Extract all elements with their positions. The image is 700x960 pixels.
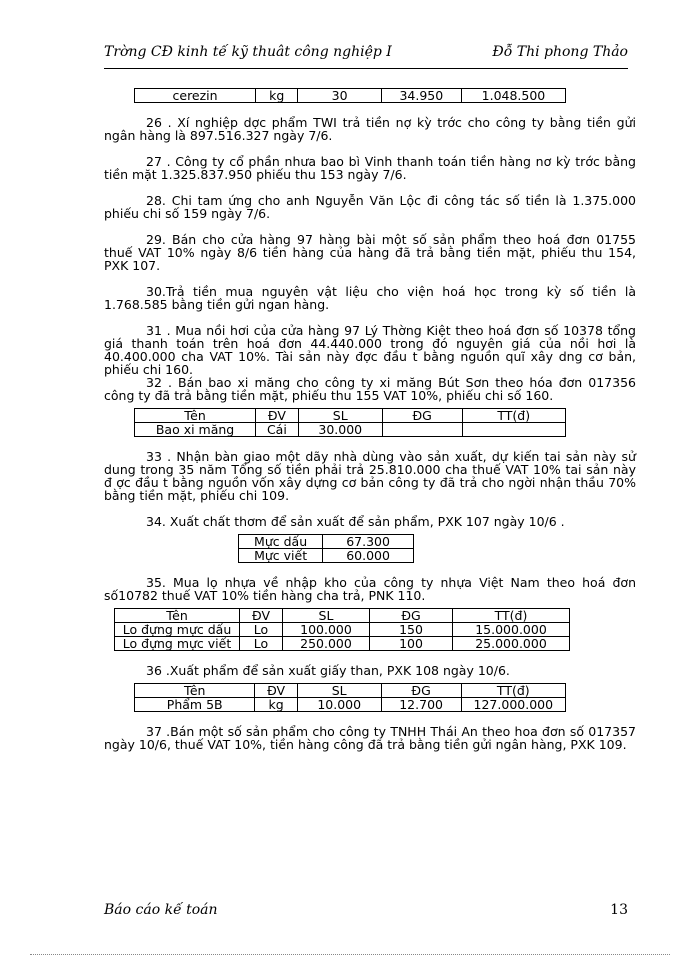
table-cell: 30: [298, 89, 381, 103]
column-header: ĐV: [240, 609, 283, 623]
column-header: ĐG: [382, 409, 462, 423]
table-35: [114, 608, 570, 651]
table-cell: 12.700: [381, 698, 461, 712]
table-header-row: [135, 409, 566, 423]
paragraph-26: 26 . Xí nghiệp dợc phẩm TWI trả tiền nợ kỳ trớc cho công ty bằng tiền gửi ngân hàng là 897.516.327 ngày 7/6.: [104, 115, 636, 143]
table-cell: 250.000: [283, 637, 370, 651]
table-cell: 10.000: [297, 698, 381, 712]
table-row: [115, 637, 570, 651]
table-cell: 100.000: [283, 623, 370, 637]
table-cell: Mực viết: [239, 549, 323, 563]
page-header: [104, 44, 628, 66]
paragraph-33: 33 . Nhận bàn giao một dãy nhà dùng vào sản xuất, dự kiến tai sản này sử dung trong 35 năm Tổng số tiền phải trả 25.810.000 cha thuế VAT 10% tai sản này đ ợc đầu t bằng nguồn vốn xây dựng cơ bản công ty đã trả cho ngời nhận thầu 70% bằng tiền mặt, phiếu chi 109.: [104, 449, 636, 503]
table-cell: 60.000: [323, 549, 414, 563]
table-header-row: [115, 609, 570, 623]
paragraph-32: 32 . Bán bao xi măng cho công ty xi măng Bút Sơn theo hóa đơn 017356 công ty đã trả bằng tiền mặt, phiếu thu 155 VAT 10%, phiếu chi số 160.: [104, 375, 636, 403]
table-cell: Lo: [240, 637, 283, 651]
table-cell: Lo đựng mực viết: [115, 637, 240, 651]
table-row: [239, 535, 414, 549]
document-body: [104, 88, 636, 751]
column-header: Tên: [135, 684, 255, 698]
column-header: ĐG: [370, 609, 453, 623]
header-rule: [104, 68, 628, 69]
paragraph-36: 36 .Xuất phẩm để sản xuất giấy than, PXK 108 ngày 10/6.: [146, 663, 510, 678]
table-cell: cerezin: [135, 89, 256, 103]
column-header: Tên: [115, 609, 240, 623]
table-cell: 34.950: [381, 89, 461, 103]
paragraph-29: 29. Bán cho cửa hàng 97 hàng bài một số sản phẩm theo hoá đơn 01755 thuế VAT 10% ngày 8/6 tiền hàng của hàng đã trả bằng tiền mặt, phiếu thu 154, PXK 107.: [104, 232, 636, 273]
footer-rule: [30, 954, 670, 955]
table-cell: [462, 423, 565, 437]
table-36: [134, 683, 566, 712]
column-header: Tên: [135, 409, 256, 423]
table-34: [238, 534, 414, 563]
column-header: TT(đ): [461, 684, 565, 698]
table-cell: 30.000: [298, 423, 382, 437]
column-header: ĐG: [381, 684, 461, 698]
table-32: [134, 408, 566, 437]
table-row: [135, 89, 566, 103]
column-header: SL: [283, 609, 370, 623]
paragraph-35: 35. Mua lọ nhựa về nhập kho của công ty nhựa Việt Nam theo hoá đơn số10782 thuế VAT 10% tiền hàng cha trả, PNK 110.: [104, 575, 636, 603]
paragraph-37: 37 .Bán một số sản phẩm cho công ty TNHH Thái An theo hoa đơn số 017357 ngày 10/6, thuế VAT 10%, tiền hàng công đã trả bằng tiền gửi ngân hàng, PXK 109.: [104, 724, 636, 752]
table-cell: Cái: [256, 423, 299, 437]
table-cell: Mực dấu: [239, 535, 323, 549]
table-row: [115, 623, 570, 637]
table-cell: kg: [256, 89, 298, 103]
paragraph-28: 28. Chi tam ứng cho anh Nguyễn Văn Lộc đi công tác số tiền là 1.375.000 phiếu chi số 159 ngày 7/6.: [104, 193, 636, 221]
table-cell: 67.300: [323, 535, 414, 549]
table-cell: [382, 423, 462, 437]
page-number: 13: [610, 902, 628, 918]
paragraph-30: 30.Trả tiền mua nguyên vật liệu cho viện hoá học trong kỳ số tiền là 1.768.585 bằng tiền gửi ngan hàng.: [104, 284, 636, 312]
column-header: TT(đ): [462, 409, 565, 423]
table-cell: 127.000.000: [461, 698, 565, 712]
header-author: Đỗ Thi phong Thảo: [492, 44, 628, 60]
table-cell: 100: [370, 637, 453, 651]
table-cell: 1.048.500: [461, 89, 565, 103]
table-cell: kg: [255, 698, 297, 712]
table-cell: 25.000.000: [453, 637, 570, 651]
table-cell: Bao xi măng: [135, 423, 256, 437]
column-header: ĐV: [256, 409, 299, 423]
header-school: Trờng CĐ kinh tế kỹ thuât công nghiệp I: [104, 44, 392, 60]
table-row: [135, 423, 566, 437]
footer-title: Báo cáo kế toán: [104, 902, 218, 918]
table-row: [135, 698, 566, 712]
table-header-row: [135, 684, 566, 698]
table-cell: Lo: [240, 623, 283, 637]
column-header: ĐV: [255, 684, 297, 698]
table-top: [134, 88, 566, 103]
table-cell: 15.000.000: [453, 623, 570, 637]
column-header: SL: [298, 409, 382, 423]
paragraph-27: 27 . Công ty cổ phần nhưa bao bì Vinh thanh toán tiền hàng nơ kỳ trớc bằng tiền mặt 1.325.837.950 phiếu thu 153 ngày 7/6.: [104, 154, 636, 182]
table-cell: Phẩm 5B: [135, 698, 255, 712]
column-header: TT(đ): [453, 609, 570, 623]
column-header: SL: [297, 684, 381, 698]
table-cell: Lo đựng mực dấu: [115, 623, 240, 637]
paragraph-31: 31 . Mua nồi hơi của cửa hàng 97 Lý Thờng Kiệt theo hoá đơn số 10378 tổng giá thanh toán trên hoá đơn 44.440.000 trong đó nguyên giá của nồi hơi là 40.400.000 cha VAT 10%. Tài sản này đợc đầu t bằng nguồn quĩ xây dng cơ bản, phiếu chi 160.: [104, 323, 636, 377]
table-cell: 150: [370, 623, 453, 637]
paragraph-34: 34. Xuất chất thơm để sản xuất để sản phẩm, PXK 107 ngày 10/6 .: [146, 514, 565, 529]
table-row: [239, 549, 414, 563]
